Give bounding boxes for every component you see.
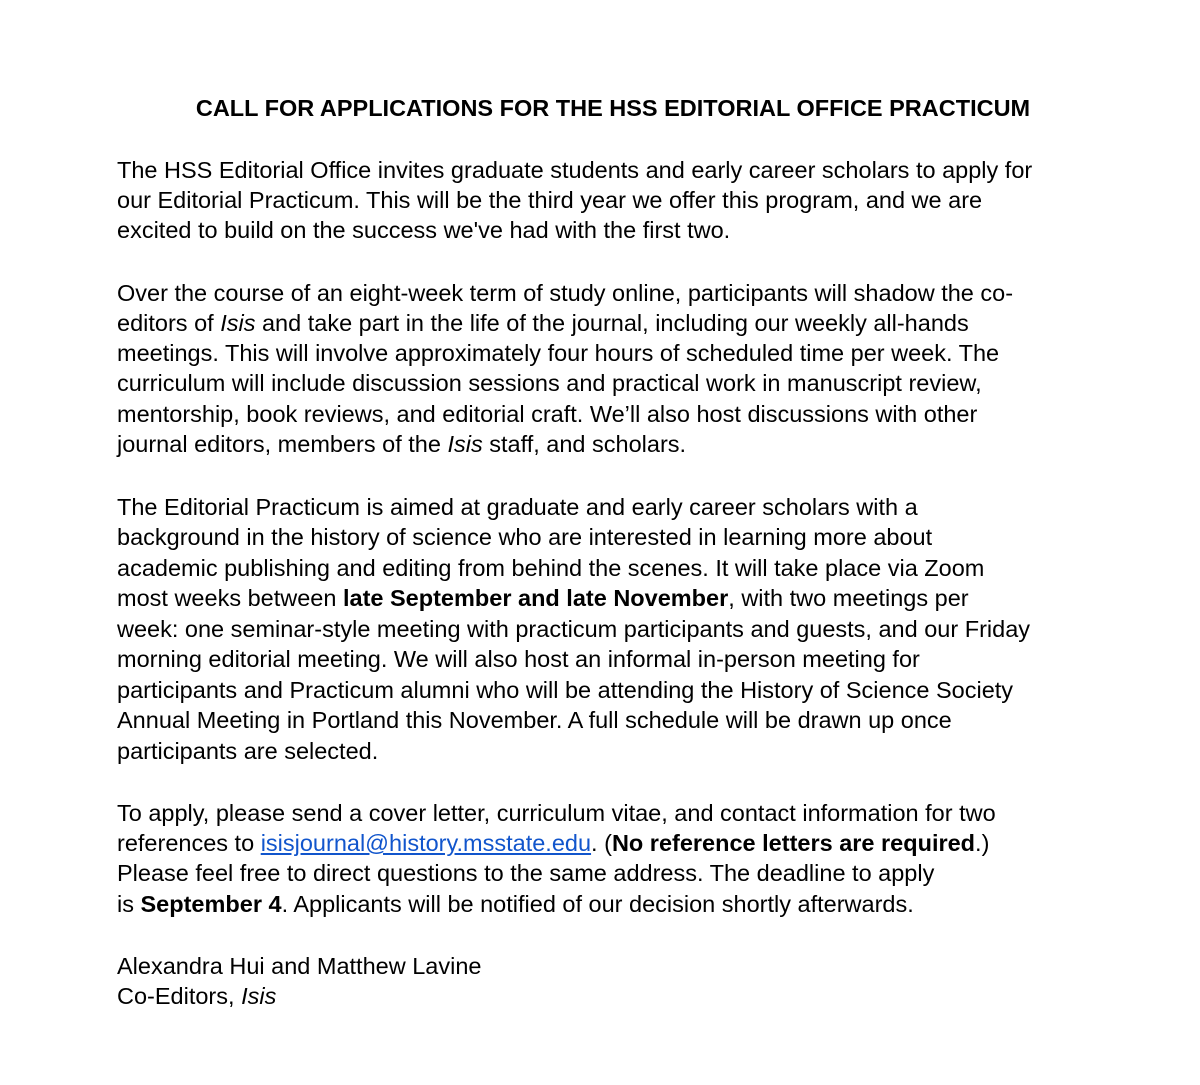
journal-name: Isis — [241, 983, 277, 1009]
no-reference-letters-emphasis: No reference letters are required — [611, 830, 976, 856]
paragraph-2-line-5: mentorship, book reviews, and editorial craft. We’ll also host discussions with other — [117, 401, 978, 427]
paragraph-3-line-1: The Editorial Practicum is aimed at graduate and early career scholars with a — [117, 494, 918, 520]
text-segment: , with two meetings per — [728, 585, 969, 611]
document-title: CALL FOR APPLICATIONS FOR THE HSS EDITORIAL OFFICE PRACTICUM — [195, 95, 1031, 121]
paragraph-4-line-1: To apply, please send a cover letter, curriculum vitae, and contact information for two — [117, 800, 996, 826]
text-segment: is — [117, 891, 141, 917]
paragraph-1-line-1: The HSS Editorial Office invites graduate students and early career scholars to apply for — [117, 157, 1033, 183]
paragraph-3-line-3: academic publishing and editing from behind the scenes. It will take place via Zoom — [117, 555, 985, 581]
paragraph-3-line-5: week: one seminar-style meeting with practicum participants and guests, and our Friday — [117, 616, 1031, 642]
date-range-emphasis: late September and late November — [342, 585, 729, 611]
text-segment: . Applicants will be notified of our decision shortly afterwards. — [281, 891, 914, 917]
paragraph-4-line-2 — [117, 828, 989, 858]
paragraph-3-line-8: Annual Meeting in Portland this November. A full schedule will be drawn up once — [117, 707, 952, 733]
journal-name: Isis — [220, 310, 256, 336]
paragraph-2-line-3: meetings. This will involve approximately four hours of scheduled time per week. The — [117, 340, 1000, 366]
text-segment: and take part in the life of the journal, including our weekly all-hands — [255, 310, 969, 336]
paragraph-2-line-1: Over the course of an eight-week term of study online, participants will shadow the co- — [117, 280, 1014, 306]
text-segment: Co-Editors, — [117, 983, 242, 1009]
text-segment: . ( — [591, 830, 612, 856]
email-link[interactable]: isisjournal@history.msstate.edu — [260, 830, 592, 856]
paragraph-1-line-2: our Editorial Practicum. This will be the third year we offer this program, and we are — [117, 187, 983, 213]
paragraph-3-line-6: morning editorial meeting. We will also host an informal in-person meeting for — [117, 646, 920, 672]
signature-role — [117, 981, 276, 1011]
paragraph-4-line-4 — [117, 889, 914, 919]
paragraph-3-line-7: participants and Practicum alumni who will be attending the History of Science Society — [117, 677, 1014, 703]
paragraph-2-line-4: curriculum will include discussion sessions and practical work in manuscript review, — [117, 370, 982, 396]
signature-names: Alexandra Hui and Matthew Lavine — [117, 953, 482, 979]
paragraph-1-line-3: excited to build on the success we've had with the first two. — [117, 217, 731, 243]
paragraph-3-line-9: participants are selected. — [117, 738, 379, 764]
paragraph-3-line-4 — [117, 583, 969, 613]
text-segment: .) — [975, 830, 990, 856]
text-segment: most weeks between — [117, 585, 343, 611]
journal-name: Isis — [447, 431, 483, 457]
paragraph-2-line-6 — [117, 429, 686, 459]
paragraph-2-line-2 — [117, 308, 969, 338]
text-segment: editors of — [117, 310, 221, 336]
paragraph-4-line-3: Please feel free to direct questions to the same address. The deadline to apply — [117, 860, 935, 886]
text-segment: journal editors, members of the — [117, 431, 448, 457]
text-segment: references to — [117, 830, 261, 856]
text-segment: staff, and scholars. — [482, 431, 687, 457]
paragraph-3-line-2: background in the history of science who are interested in learning more about — [117, 524, 933, 550]
deadline-emphasis: September 4 — [140, 891, 282, 917]
